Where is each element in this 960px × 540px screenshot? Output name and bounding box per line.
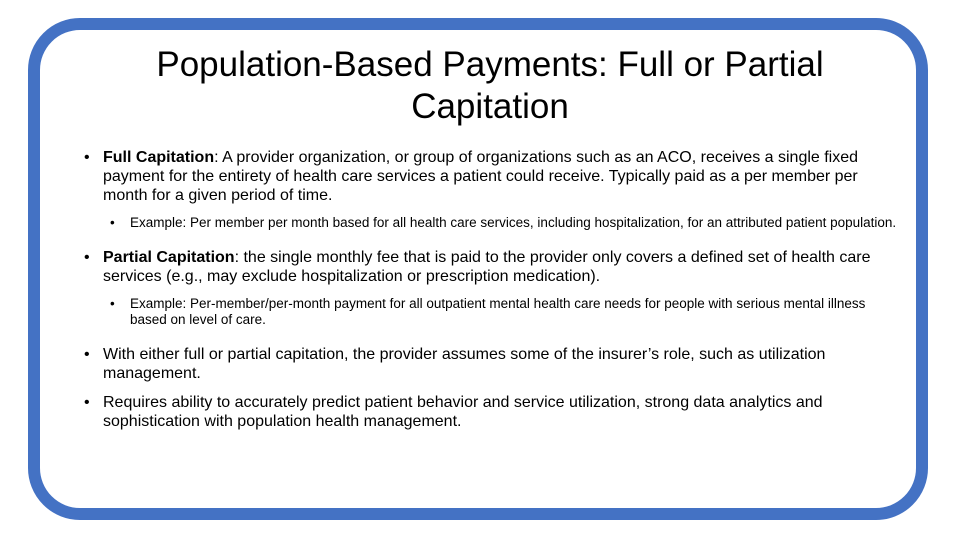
bullet-text: Requires ability to accurately predict patient behavior and service utilization, strong data analytics and sophistication with population health management. xyxy=(103,394,823,430)
bullet-full-capitation xyxy=(84,148,904,205)
bullet-partial-capitation xyxy=(84,248,904,286)
bullet-text: : the single monthly fee that is paid to the provider only covers a defined set of health care services (e.g., may exclude hospitalization or prescription medication). xyxy=(103,249,871,285)
bullet-icon: • xyxy=(84,394,90,411)
bullet-term: Partial Capitation xyxy=(103,249,235,266)
bullet-text: : A provider organization, or group of organizations such as an ACO, receives a single fixed payment for the entirety of health care services a patient could receive. Typically paid as a per member per month for a given period of time. xyxy=(103,149,859,204)
sub-bullet-text: Example: Per member per month based for all health care services, including hospitalization, for an attributed patient population. xyxy=(130,215,897,230)
slide-content xyxy=(84,148,904,441)
bullet-icon: • xyxy=(84,249,90,266)
bullet-icon: • xyxy=(84,346,90,363)
bullet-icon: • xyxy=(110,296,115,311)
sub-bullet-text: Example: Per-member/per-month payment for all outpatient mental health care needs for people with serious mental illness based on level of care. xyxy=(130,296,866,327)
bullet-text: With either full or partial capitation, the provider assumes some of the insurer’s role, such as utilization management. xyxy=(103,346,826,382)
bullet-icon: • xyxy=(110,215,115,230)
slide-title: Population-Based Payments: Full or Partial Capitation xyxy=(156,45,824,126)
sub-bullet-partial-capitation-example xyxy=(84,296,904,328)
bullet-icon: • xyxy=(84,149,90,166)
bullet-insurer-role xyxy=(84,345,904,383)
sub-bullet-full-capitation-example xyxy=(84,215,904,231)
bullet-requirements xyxy=(84,393,904,431)
bullet-term: Full Capitation xyxy=(103,149,215,166)
